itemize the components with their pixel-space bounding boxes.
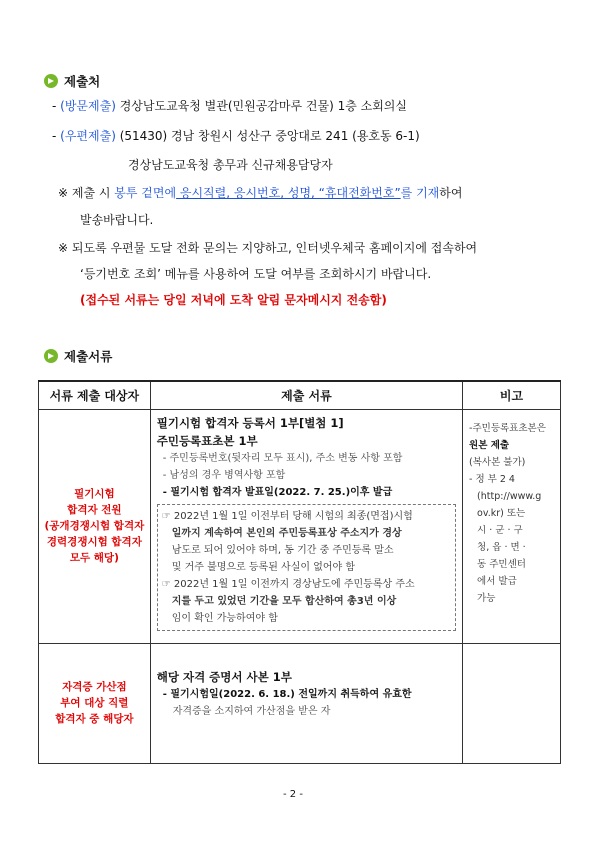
header-documents: 제출 서류 [150, 381, 462, 409]
remarks-cell: -주민등록표초본은 원본 제출 (복사본 불가) - 정 부 2 4 (http://www.g ov.kr) 또는 시 · 군 · 구 청, 읍 · 면 · 동 주민센터 에서 발급 가능 [463, 409, 561, 643]
documents-cell: 해당 자격 증명서 사본 1부 - 필기시험일(2022. 6. 18.) 전일까지 취득하여 유효한 자격증을 소지하여 가산점을 받은 자 [150, 643, 462, 763]
header-remarks: 비고 [463, 381, 561, 409]
section-title: 제출서류 [64, 349, 113, 364]
doc-item: 주민등록표초본 1부 [156, 433, 258, 448]
arrow-circle-icon [44, 74, 58, 88]
envelope-highlight: 봉투 겉면에 [114, 186, 177, 200]
documents-table [38, 380, 561, 764]
note2-line2: ‘등기번호 조회’ 메뉴를 사용하여 도달 여부를 조회하시기 바랍니다. [80, 267, 432, 281]
table-row [39, 643, 561, 763]
doc-item: 해당 자격 증명서 사본 1부 [156, 669, 292, 684]
mail-submission-line: - (우편제출) (51430) 경남 창원시 성산구 중앙대로 241 (용호동 6-1) [52, 129, 420, 143]
visit-tag: (방문제출) [60, 99, 116, 113]
remarks-cell [463, 643, 561, 763]
header-target: 서류 제출 대상자 [39, 381, 151, 409]
section-title: 제출처 [64, 74, 101, 89]
mail-text: (51430) 경남 창원시 성산구 중앙대로 241 (용호동 6-1) [115, 129, 420, 143]
mail-tag: (우편제출) [60, 129, 116, 143]
residence-note-box: ☞ 2022년 1월 1일 이전부터 당해 시험의 최종(면접)시험 일까지 계속하여 본인의 주민등록표상 주소지가 경상 남도로 되어 있어야 하며, 동 기간 중 주민등록 말소 및 거주 불명으로 등록된 사실이 없어야 함 ☞ 2022년 1월 1일 이전까지 경상남도에 주민등록상 주소 지를 두고 있었던 기간을 모두 합산하여 총3년 이상 임이 확인 가능하여야 함 [157, 504, 456, 631]
target-cell: 자격증 가산점 부여 대상 직렬 합격자 중 해당자 [39, 643, 151, 763]
page-number: - 2 - [283, 789, 303, 800]
note1-line2: 발송바랍니다. [80, 213, 154, 227]
note2-line1: ※ 되도록 우편물 도달 전화 문의는 지양하고, 인터넷우체국 홈페이지에 접속하여 [58, 241, 478, 255]
table-row [39, 409, 561, 643]
table-header-row [39, 381, 561, 409]
arrow-circle-icon [44, 349, 58, 363]
section-submission-place [44, 72, 100, 90]
note1-line1: ※ 제출 시 봉투 겉면에 응시직렬, 응시번호, 성명, “휴대전화번호”를 기재하여 [58, 186, 463, 200]
doc-item: 필기시험 합격자 등록서 1부[별첨 1] [156, 415, 344, 430]
visit-submission-line: - (방문제출) 경상남도교육청 별관(민원공감마루 건물) 1층 소회의실 [52, 99, 407, 113]
documents-cell: 필기시험 합격자 등록서 1부[별첨 1] 주민등록표초본 1부 - 주민등록번호(뒷자리 모두 표시), 주소 변동 사항 포함 - 남성의 경우 병역사항 포함 - 필기시험 합격자 발표일(2022. 7. 25.)이후 발급 ☞ 2022년 1월 1일 이전부터 당해 시험의 최종(면접)시험 일까지 계속하여 본인의 주민등록표상 주소지가 경상 남도로 되어 있어야 하며, 동 기간 중 주민등록 말소 및 거주 불명으로 등록된 사실이 없어야 함 ☞ 2022년 1월 1일 이전까지 경상남도에 주민등록상 주소 지를 두고 있었던 기간을 모두 합산하여 총3년 이상 임이 확인 가능하여야 함 [150, 409, 462, 643]
required-fields: 응시직렬, 응시번호, 성명, “휴대전화번호” [176, 186, 401, 200]
mail-recipient: 경상남도교육청 총무과 신규채용담당자 [128, 158, 333, 172]
note2-line3: (접수된 서류는 당일 저녁에 도착 알림 문자메시지 전송함) [80, 293, 387, 307]
visit-text: 경상남도교육청 별관(민원공감마루 건물) 1층 소회의실 [115, 99, 407, 113]
target-cell: 필기시험 합격자 전원 (공개경쟁시험 합격자 경력경쟁시험 합격자 모두 해당) [39, 409, 151, 643]
section-documents [44, 347, 112, 365]
